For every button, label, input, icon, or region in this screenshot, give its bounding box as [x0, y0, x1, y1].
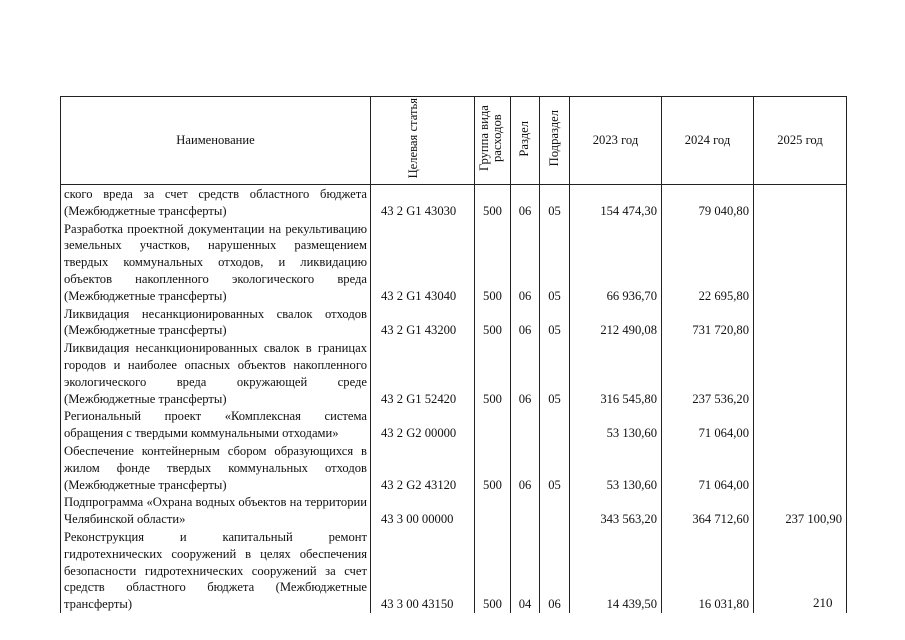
row-name: Подпрограмма «Охрана водных объектов на территории Челябинской области» [61, 493, 371, 528]
row-2025 [754, 442, 847, 493]
row-subsection: 05 [540, 220, 570, 305]
row-2025 [754, 305, 847, 340]
row-group: 500 [475, 528, 511, 613]
budget-table [60, 96, 847, 613]
row-section [511, 407, 540, 442]
row-2024: 71 064,00 [662, 442, 754, 493]
row-2025 [754, 220, 847, 305]
row-subsection: 05 [540, 185, 570, 220]
row-2025: 237 100,90 [754, 493, 847, 528]
table-row [61, 528, 847, 613]
row-section: 06 [511, 220, 540, 305]
row-code: 43 2 G1 43200 [371, 305, 475, 340]
row-2023: 53 130,60 [570, 407, 662, 442]
table-row [61, 407, 847, 442]
row-group [475, 407, 511, 442]
row-2023: 343 563,20 [570, 493, 662, 528]
row-subsection: 05 [540, 442, 570, 493]
row-subsection [540, 493, 570, 528]
header-name: Наименование [61, 97, 371, 185]
header-group: Группа вида расходов [475, 97, 511, 185]
row-2024: 731 720,80 [662, 305, 754, 340]
table-header-row [61, 97, 847, 185]
row-code: 43 3 00 00000 [371, 493, 475, 528]
row-2025 [754, 528, 847, 613]
header-2025: 2025 год [754, 97, 847, 185]
row-2025 [754, 407, 847, 442]
page-number: 210 [813, 595, 833, 610]
row-group: 500 [475, 220, 511, 305]
row-code: 43 2 G1 43040 [371, 220, 475, 305]
row-2024: 364 712,60 [662, 493, 754, 528]
row-name: Региональный проект «Комплексная система обращения с твердыми коммунальными отходами» [61, 407, 371, 442]
row-name: Обеспечение контейнерным сбором образующихся в жилом фонде твердых коммунальных отходов (Межбюджетные трансферты) [61, 442, 371, 493]
row-section: 06 [511, 339, 540, 407]
row-code: 43 3 00 43150 [371, 528, 475, 613]
row-group: 500 [475, 185, 511, 220]
table-row [61, 305, 847, 340]
table-row [61, 339, 847, 407]
row-2023: 316 545,80 [570, 339, 662, 407]
row-name: ского вреда за счет средств областного бюджета (Межбюджетные трансферты) [61, 185, 371, 220]
row-section: 06 [511, 442, 540, 493]
row-section: 06 [511, 185, 540, 220]
row-subsection: 06 [540, 528, 570, 613]
row-2024: 16 031,80 [662, 528, 754, 613]
header-target: Целевая статья [371, 97, 475, 185]
table-row [61, 442, 847, 493]
row-2023: 66 936,70 [570, 220, 662, 305]
row-2024: 71 064,00 [662, 407, 754, 442]
row-2023: 53 130,60 [570, 442, 662, 493]
table-row [61, 185, 847, 220]
row-2025 [754, 185, 847, 220]
header-subsection: Подраздел [540, 97, 570, 185]
row-subsection: 05 [540, 305, 570, 340]
row-name: Ликвидация несанкционированных свалок в границах городов и наиболее опасных объектов накопленного экологического вреда окружающей среде (Межбюджетные трансферты) [61, 339, 371, 407]
row-2023: 154 474,30 [570, 185, 662, 220]
header-2023: 2023 год [570, 97, 662, 185]
row-2025 [754, 339, 847, 407]
row-subsection: 05 [540, 339, 570, 407]
row-name: Реконструкция и капитальный ремонт гидротехнических сооружений в целях обеспечения безопасности гидротехнических сооружений за счет средств областного бюджета (Межбюджетные трансферты) [61, 528, 371, 613]
row-2023: 212 490,08 [570, 305, 662, 340]
row-section [511, 493, 540, 528]
row-code: 43 2 G2 43120 [371, 442, 475, 493]
row-section: 06 [511, 305, 540, 340]
row-2024: 22 695,80 [662, 220, 754, 305]
row-group: 500 [475, 442, 511, 493]
row-group: 500 [475, 305, 511, 340]
row-name: Разработка проектной документации на рекультивацию земельных участков, нарушенных размещением твердых коммунальных отходов, и ликвидацию объектов накопленного экологического вреда (Межбюджетные трансферты) [61, 220, 371, 305]
row-2023: 14 439,50 [570, 528, 662, 613]
header-2024: 2024 год [662, 97, 754, 185]
row-subsection [540, 407, 570, 442]
row-2024: 79 040,80 [662, 185, 754, 220]
row-code: 43 2 G1 52420 [371, 339, 475, 407]
row-2024: 237 536,20 [662, 339, 754, 407]
table-row [61, 493, 847, 528]
header-section: Раздел [511, 97, 540, 185]
row-name: Ликвидация несанкционированных свалок отходов (Межбюджетные трансферты) [61, 305, 371, 340]
row-code: 43 2 G1 43030 [371, 185, 475, 220]
row-group: 500 [475, 339, 511, 407]
row-group [475, 493, 511, 528]
row-code: 43 2 G2 00000 [371, 407, 475, 442]
row-section: 04 [511, 528, 540, 613]
table-row [61, 220, 847, 305]
